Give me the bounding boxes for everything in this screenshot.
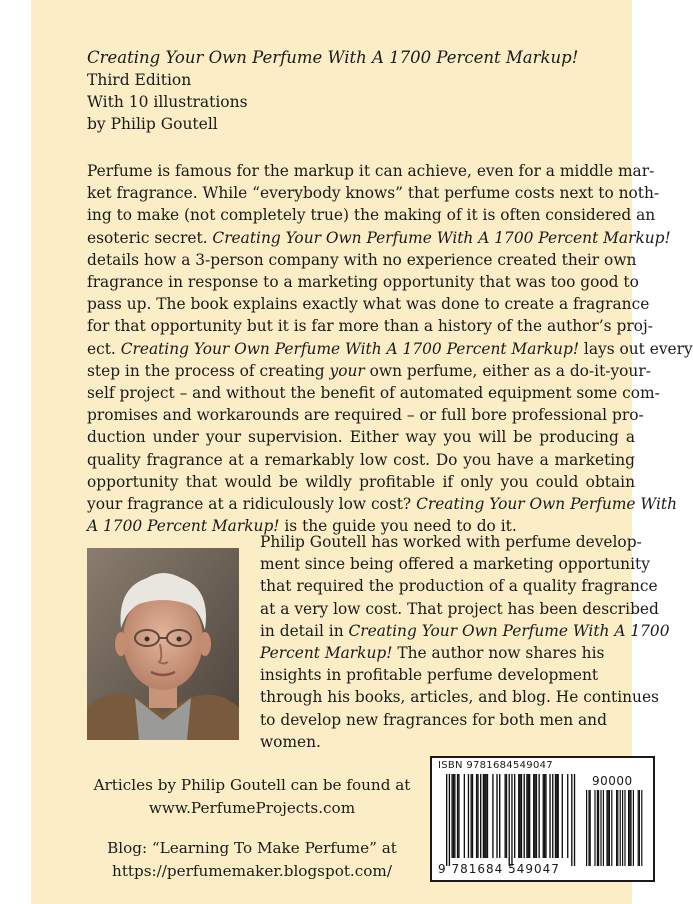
author-bio — [260, 531, 670, 753]
barcode-bar — [446, 774, 447, 866]
blurb-line: ect. Creating Your Own Perfume With A 1700 Percent Markup! lays out every — [87, 339, 693, 358]
addon-bar — [598, 790, 599, 866]
bio-line: that required the production of a quality fragrance — [260, 577, 658, 596]
blurb-line: esoteric secret. Creating Your Own Perfume With A 1700 Percent Markup! — [87, 228, 671, 247]
barcode-bar — [518, 774, 519, 858]
price-code: 90000 — [592, 774, 633, 788]
blurb-line: for that opportunity but it is far more than a history of the author’s proj- — [87, 317, 653, 336]
addon-bar — [628, 790, 629, 866]
barcode-bar — [464, 774, 465, 858]
blurb-line: self project – and without the benefit of automated equipment some com- — [87, 384, 660, 403]
illustrations-note: With 10 illustrations — [87, 93, 248, 111]
bio-line: women. — [260, 732, 321, 751]
barcode-bar — [562, 774, 563, 858]
price-addon-barcode — [584, 790, 648, 866]
book-title: Creating Your Own Perfume With A 1700 Percent Markup! — [87, 48, 579, 67]
author-byline: by Philip Goutell — [87, 115, 218, 133]
barcode-bar — [470, 774, 471, 858]
addon-bar — [617, 790, 618, 866]
author-photo — [87, 548, 239, 740]
barcode-bar — [477, 774, 478, 858]
blurb-line: your fragrance at a ridiculously low cost? Creating Your Own Perfume With — [87, 495, 677, 514]
back-cover — [31, 0, 693, 904]
addon-bar — [630, 790, 631, 866]
barcode-bar — [458, 774, 459, 858]
barcode-bar — [556, 774, 557, 858]
edition: Third Edition — [87, 71, 192, 89]
barcode-bar — [509, 774, 510, 866]
barcode-bar — [558, 774, 559, 858]
addon-bar — [622, 790, 623, 866]
blurb-line: details how a 3-person company with no experience created their own — [87, 250, 637, 269]
book-header — [87, 47, 578, 135]
isbn-label: ISBN 9781684549047 — [438, 760, 553, 771]
barcode-bar — [529, 774, 530, 858]
barcode-bar — [492, 774, 493, 858]
blurb-line: A 1700 Percent Markup! is the guide you need to do it. — [87, 517, 517, 536]
addon-bar — [590, 790, 591, 866]
barcode-bar — [511, 774, 512, 866]
book-description — [87, 160, 693, 537]
barcode-bar — [449, 774, 450, 866]
barcode-bar — [484, 774, 485, 858]
ean-barcode — [438, 774, 576, 866]
bio-line: Percent Markup! The author now shares his — [260, 644, 605, 663]
barcode-bar — [480, 774, 481, 858]
barcode-bar — [552, 774, 553, 858]
addon-bar — [600, 790, 601, 866]
barcode-bar — [496, 774, 497, 858]
addon-bar — [586, 790, 587, 866]
addon-bar — [603, 790, 604, 866]
author-portrait-image — [87, 548, 239, 740]
barcode-bar — [487, 774, 488, 858]
bio-line: in detail in Creating Your Own Perfume With A 1700 — [260, 621, 670, 640]
blurb-line: step in the process of creating your own perfume, either as a do-it-your- — [87, 361, 651, 380]
blurb-line: fragrance in response to a marketing opportunity that was too good to — [87, 273, 639, 292]
addon-bar — [638, 790, 639, 866]
author-links — [87, 774, 417, 882]
addon-bar — [608, 790, 609, 866]
barcode-bar — [504, 774, 505, 858]
barcode-bar — [454, 774, 455, 858]
barcode-bar — [457, 774, 458, 858]
barcode-bar — [514, 774, 515, 858]
bio-line: at a very low cost. That project has been described — [260, 599, 659, 618]
addon-bar — [620, 790, 621, 866]
barcode-bar — [543, 774, 544, 858]
articles-line: Articles by Philip Goutell can be found at — [93, 776, 411, 794]
barcode-bar — [521, 774, 522, 858]
bio-line: to develop new fragrances for both men and — [260, 710, 607, 729]
barcode-bar — [485, 774, 486, 858]
addon-bar — [629, 790, 630, 866]
barcode-bar — [533, 774, 534, 858]
addon-bar — [624, 790, 625, 866]
bio-line: Philip Goutell has worked with perfume develop- — [260, 533, 642, 551]
barcode-bar — [536, 774, 537, 858]
bio-line: ment since being offered a marketing opportunity — [260, 555, 650, 574]
barcode-bar — [506, 774, 507, 858]
barcode-digits: 9 781684 549047 — [438, 862, 560, 876]
bio-line: through his books, articles, and blog. He continues — [260, 688, 659, 707]
addon-bar — [594, 790, 595, 866]
isbn-barcode — [430, 756, 655, 882]
addon-bar — [597, 790, 598, 866]
blurb-line: pass up. The book explains exactly what was done to create a fragrance — [87, 295, 650, 314]
blurb-line: promises and workarounds are required – or full bore professional pro- — [87, 406, 644, 425]
barcode-bar — [483, 774, 484, 858]
barcode-bar — [526, 774, 527, 858]
blurb-line: duction under your supervision. Either way you will be producing a — [87, 428, 635, 447]
barcode-bar — [538, 774, 539, 858]
barcode-bar — [555, 774, 556, 858]
barcode-bar — [453, 774, 454, 858]
addon-bar — [606, 790, 607, 866]
blurb-line: quality fragrance at a remarkably low cost. Do you have a marketing — [87, 450, 635, 469]
barcode-bar — [472, 774, 473, 858]
blurb-line: Perfume is famous for the markup it can achieve, even for a middle mar- — [87, 162, 655, 180]
blurb-line: ket fragrance. While “everybody knows” that perfume costs next to noth- — [87, 184, 660, 203]
barcode-bar — [468, 774, 469, 858]
addon-bar — [616, 790, 617, 866]
blog-line: Blog: “Learning To Make Perfume” at — [107, 839, 397, 857]
barcode-bar — [574, 774, 575, 866]
barcode-bar — [524, 774, 525, 858]
addon-bar — [611, 790, 612, 866]
barcode-bar — [567, 774, 568, 858]
barcode-bar — [549, 774, 550, 858]
addon-bar — [633, 790, 634, 866]
addon-bar — [639, 790, 640, 866]
articles-url[interactable]: www.PerfumeProjects.com — [148, 798, 356, 817]
bio-line: insights in profitable perfume development — [260, 666, 599, 685]
addon-bar — [588, 790, 589, 866]
barcode-bar — [534, 774, 535, 858]
barcode-bar — [451, 774, 452, 858]
barcode-bar — [571, 774, 572, 866]
barcode-bar — [499, 774, 500, 858]
blurb-line: ing to make (not completely true) the making of it is often considered an — [87, 206, 656, 225]
blurb-line: opportunity that would be wildly profitable if only you could obtain — [87, 472, 635, 491]
barcode-bar — [544, 774, 545, 858]
barcode-bar — [519, 774, 520, 858]
addon-bar — [641, 790, 642, 866]
barcode-bar — [545, 774, 546, 858]
blog-url[interactable]: https://perfumemaker.blogspot.com/ — [112, 861, 392, 880]
barcode-bar — [476, 774, 477, 858]
addon-bar — [609, 790, 610, 866]
barcode-bar — [528, 774, 529, 858]
